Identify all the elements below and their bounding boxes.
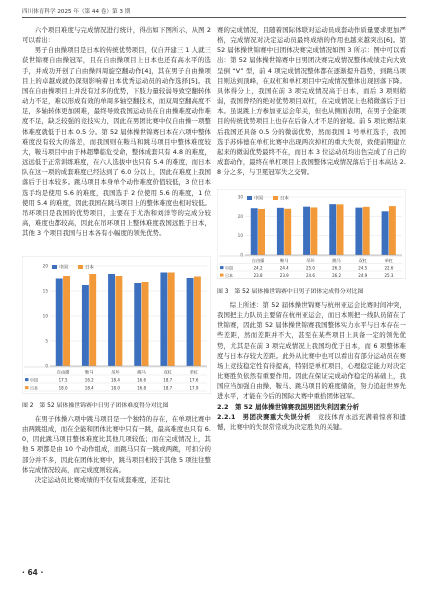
data-label: 18.7: [163, 385, 173, 391]
paragraph: 在男子体操六项中跳马项目是一个独特的存在，在单项比赛中由两跳组成，而在全能和团体比赛中只有一跳，最高难度也只有 6.0，因此跳马项目整体难度比其他几项较低；而在完成情况上，其他 5 项都是由 10 个动作组成，而跳马只有一跳或两跳，可扣分的部分并不多，因此在团体比赛中，跳马项目相较于其他 5 项往往整体完成情况较高，而完成度则较高。: [22, 415, 211, 474]
y-tick-label: 10: [237, 233, 243, 239]
figure-3: [217, 189, 406, 283]
x-tick-label: 双杠: [358, 258, 367, 263]
figure-2: [22, 256, 211, 398]
legend-label: 日本: [85, 265, 94, 271]
left-column: [22, 25, 211, 238]
running-header: 四川体育科学 2025 年（第 44 卷）第 3 期: [22, 9, 131, 15]
data-label: 22.6: [384, 265, 394, 271]
y-tick-label: 20: [42, 263, 48, 269]
bar-japan: [89, 274, 96, 366]
subsection-paragraph: [217, 412, 406, 432]
data-label: 17.5: [58, 377, 68, 383]
page-number: · 64 ·: [22, 568, 44, 577]
bar-china: [82, 285, 89, 366]
y-tick-label: 30: [237, 194, 243, 200]
bar-china: [277, 208, 284, 255]
legend-label: 中国: [254, 196, 263, 202]
x-tick-label: 鞍马: [85, 369, 94, 375]
data-label: 16.8: [137, 385, 147, 391]
figure-3-caption: 图 3 第 52 届体操世锦赛中日男子团体完成得分对比图: [217, 289, 364, 295]
paragraph: 综上所述：第 52 届体操世锦赛与杭州亚运会比赛时间冲突，我国把主力队员主要留在杭州亚运会，而日本则把一线队员留在了世锦赛，因此第 52 届体操世锦赛我国整体实力水平与日本存在一些差距，然而差距并不大，甚至在某些项目上具备一定的领先优势，尤其是在前 3 项完成情况上我国均优于日本，而 6 项整体难度与日本存较大差距。此外从比赛中也可以看出有部分运动员在赛场上竞技稳定性有待提高，特别是单杠项目，心理稳定能力对决定比赛胜负依然有重要作用。因此在保证完成动作稳定的基础上，我国应当加强自由操、鞍马、跳马项目的难度储备，努力追赶世界先进水平，才能在今后的国际大赛中重拾团体冠军。: [217, 301, 406, 401]
data-label: 17.6: [189, 377, 199, 383]
bar-china: [329, 204, 336, 255]
data-label: 18.0: [110, 385, 120, 391]
x-tick-label: 跳马: [137, 369, 146, 375]
data-label: 18.0: [58, 385, 68, 391]
legend-swatch: [52, 265, 57, 269]
bar-japan: [310, 207, 317, 255]
table-series-label: 中国: [225, 265, 233, 271]
difficulty-score-chart: [22, 256, 211, 394]
y-tick-label: 20: [237, 213, 243, 219]
bar-china: [303, 207, 310, 255]
data-label: 24.9: [358, 273, 368, 278]
bar-japan: [142, 282, 149, 366]
y-tick-label: 15: [42, 288, 48, 294]
bar-china: [355, 208, 362, 255]
data-label: 24.4: [279, 265, 289, 271]
y-tick-label: 5: [45, 338, 48, 344]
left-column-lower: [22, 414, 211, 485]
x-tick-label: 跳马: [332, 258, 341, 263]
bar-china: [56, 279, 63, 367]
x-tick-label: 自由操: [251, 258, 265, 263]
x-tick-label: 吊环: [111, 369, 120, 375]
table-series-label: 日本: [30, 385, 38, 391]
data-label: 23.8: [253, 273, 263, 278]
table-swatch: [25, 378, 29, 381]
right-column: [217, 25, 406, 177]
figure-2-caption: 图 2 第 52 届体操世锦赛中日男子团体难度得分对比图: [22, 403, 169, 409]
table-swatch: [220, 274, 224, 277]
data-label: 17.9: [189, 385, 199, 391]
bar-china: [160, 273, 167, 367]
data-label: 26.3: [332, 265, 342, 271]
table-series-label: 日本: [225, 273, 233, 278]
data-label: 23.9: [279, 273, 289, 278]
data-label: 25.0: [305, 265, 315, 271]
y-tick-label: 0: [240, 252, 243, 258]
subsection-heading: 2.2.1 男团决赛重大失误分析: [217, 412, 311, 421]
x-tick-label: 双杠: [163, 369, 172, 375]
data-label: 18.4: [84, 385, 94, 391]
x-tick-label: 单杠: [384, 258, 394, 263]
data-label: 26.2: [332, 273, 342, 278]
bar-japan: [284, 209, 291, 255]
data-label: 24.5: [358, 265, 368, 271]
bar-japan: [194, 277, 201, 367]
data-label: 24.6: [305, 273, 315, 278]
legend-label: 日本: [280, 196, 289, 202]
section-heading: 2.2 第 52 届体操世锦赛我国男团失利因素分析: [217, 402, 360, 411]
x-tick-label: 吊环: [306, 258, 315, 263]
y-tick-label: 10: [42, 313, 48, 319]
legend-swatch: [247, 196, 252, 200]
bar-japan: [168, 273, 175, 367]
bar-japan: [337, 204, 344, 255]
data-label: 24.2: [253, 265, 263, 271]
data-label: 25.3: [384, 273, 394, 278]
bar-japan: [258, 209, 265, 255]
legend-swatch: [273, 196, 278, 200]
table-series-label: 中国: [30, 377, 38, 383]
paragraph: 男子自由操项目是日本的传统优势项目，仅自开建三 1 人就三获世锦赛自由操冠军，且在自由操项目上日本也还有高水平的选手，并成功开创了自由操四周旋空翻动作[4]，其在男子自由操项目上的卓越成就仍深刻影响着日本优秀运动员的动作选择[5]。我国在自由操项目上并没有过多的优势，下肢力量较弱导致空翻转体动力不足，难以形成有效的单周多轴空翻技术，而双周空翻高度不足，多轴转体更加困难，最终导致我国运动员在自由操难度动作难度不足，缺乏较强的竞技实力，因此在男团比赛中仅自由操一项整体难度就低于日本 0.5 分。第 52 届体操世锦赛日本在六项中整体难度没有较大的落差，而我国则在鞍马和跳马项目中整体难度较大，鞍马项目中由于林超攀临危受命，整体成套只有 4.8 的难度，远远低于正常训练难度，在六人选拔中也只有 5.4 的难度，而日本队在这一项的成套难度已经达到了 6.0 分以上，因此在难度上我国落后于日本较多。跳马项目本身单个动作难度价值较低，3 位日本选手均是使用 5.6 的难度，我国选手 2 位使用 5.6 的难度，1 位使用 5.4 的难度，因此我国在跳马项目上的整体难度也相对较低。吊环项目是我国的优势项目，主要在于尤浩和刘洋等的完成分较高，难度也都较高，因此在吊环项目上整体难度我国远胜于日本，其他 3 个项目我国与日本各有小幅度的领先优势。: [22, 46, 211, 238]
subsection-text: 竞技体育永远充满着惊喜和遗憾，比赛中的失误常常成为决定胜负的关键。: [217, 412, 406, 431]
execution-score-chart: [217, 189, 406, 279]
legend-label: 中国: [59, 265, 68, 271]
x-tick-label: 自由操: [56, 369, 70, 375]
bar-china: [251, 208, 258, 255]
bar-japan: [115, 276, 122, 366]
legend-swatch: [78, 265, 83, 269]
y-tick-label: 0: [45, 363, 48, 369]
bar-china: [382, 211, 389, 255]
bar-china: [134, 283, 141, 366]
bar-japan: [363, 207, 370, 255]
data-label: 18.4: [110, 377, 120, 383]
data-label: 16.6: [137, 377, 147, 383]
bar-china: [108, 274, 115, 366]
right-column-lower: [217, 300, 406, 432]
header-rule: [22, 17, 406, 18]
table-swatch: [25, 386, 29, 389]
bar-japan: [389, 206, 396, 255]
paragraph: 决定运动员比赛成绩的不仅有成套难度，还有比: [34, 475, 171, 484]
bar-japan: [63, 276, 70, 366]
data-label: 18.7: [163, 377, 173, 383]
paragraph: 六个项目难度与完成情况进行统计，得出如下图所示，从图 2 可以看出：: [22, 26, 211, 45]
x-tick-label: 单杠: [189, 369, 199, 375]
data-label: 16.2: [84, 377, 94, 383]
bar-china: [187, 278, 194, 366]
x-tick-label: 鞍马: [280, 258, 289, 263]
paragraph: 赛的完成情况，且随着国际体联对运动员成套动作质量要求更加严格，完成情况对决定运动员最终成绩的作用也越来越突出[6]。第 52 届体操世锦赛中日团体决赛完成情况如图 3 所示：图中可以看出：第 52 届体操世锦赛中日男团决赛完成情况整体成绩走向大致呈倒 “V” 型，前 4 项完成情况整体都在逐渐提升趋势，到跳马项目则达到顶峰，在双杠和单杠项目中完成情况整体出现回落下降。具体得分上，我国在前 3 项完成情况高于日本，而后 3 项则稍弱，我国曾经的绝对优势项目双杠，在完成情况上也稍微落后于日本。虽说跳上方参加亚运会年关，但也从侧面表明，在男子全能项目的传统优势项目上也存在后备人才不足的窘境。前 5 项比赛结束后我国还具备 0.5 分的微弱优势，然而我国 1 号单杠选手，我国选手苏炜德在单杠比赛中出现两次掉杠的重大失误，致使前期建立起来的微弱优势最终不在，而日本 3 位运动员均出色完成了自己的成套动作，最终在单杠项目上我国整体完成情况落后于日本高达 2.8 分之多，与卫冕冠军失之交臂。: [217, 26, 406, 177]
table-swatch: [220, 266, 224, 269]
